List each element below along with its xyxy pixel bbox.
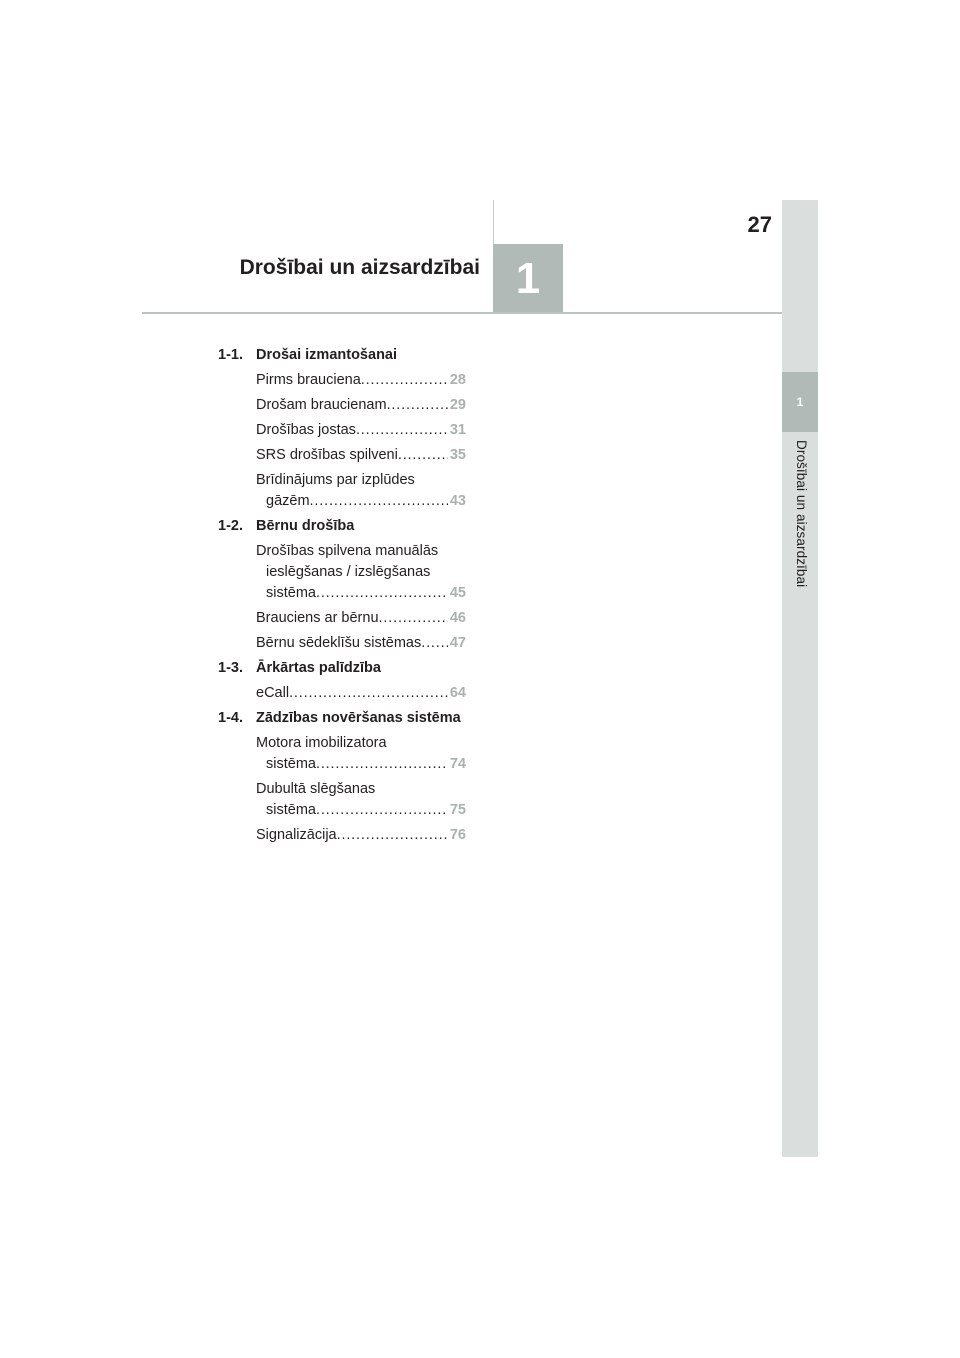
toc-entry-text: Dubultā slēgšanas [256,781,376,797]
toc-entry[interactable] [256,395,466,416]
table-of-contents [218,345,468,850]
header-rule [142,312,782,314]
toc-entry-text: Drošam braucienam [256,397,387,413]
toc-page-ref[interactable]: 31 [449,422,466,438]
toc-entry-text: ieslēgšanas / izslēgšanas [266,564,431,580]
toc-entry[interactable] [256,420,466,441]
toc-leader-dots [361,370,448,391]
toc-entry-text: Brīdinājums par izplūdes [256,472,415,488]
toc-page-ref[interactable]: 76 [449,827,466,843]
toc-entry-text: sistēma [266,585,316,601]
toc-entry[interactable] [256,633,466,654]
toc-entry-text: Motora imobilizatora [256,735,387,751]
toc-entry-text: Signalizācija [256,827,337,843]
chapter-number-box: 1 [493,244,563,313]
toc-leader-dots [289,683,448,704]
toc-page-ref[interactable]: 64 [449,685,466,701]
chapter-title: Drošībai un aizsardzībai [239,256,480,279]
toc-leader-dots [316,800,448,821]
toc-page-ref[interactable]: 28 [449,372,466,388]
toc-section-heading[interactable] [218,658,468,679]
page-number: 27 [747,212,772,237]
toc-section-title: Ārkārtas palīdzība [256,660,381,676]
toc-leader-dots [337,825,448,846]
toc-entry[interactable] [256,608,466,629]
toc-section-heading[interactable] [218,345,468,366]
toc-section-heading[interactable] [218,516,468,537]
toc-leader-dots [356,420,448,441]
toc-entry[interactable] [256,445,466,466]
toc-entry-text: Pirms brauciena [256,372,361,388]
side-thumb-strip [782,200,818,1157]
toc-entry-text: eCall [256,685,290,701]
header-divider [493,200,494,246]
toc-page-ref[interactable]: 45 [449,585,466,601]
toc-entry[interactable] [256,470,466,512]
toc-entry[interactable] [256,683,466,704]
toc-section-title: Drošai izmantošanai [256,347,398,363]
toc-entry-text: Drošības jostas [256,422,356,438]
toc-page-ref[interactable]: 47 [449,635,466,651]
toc-section-number: 1-1. [218,347,243,363]
toc-entry-text: gāzēm [266,493,310,509]
toc-leader-dots [387,395,448,416]
toc-page-ref[interactable]: 29 [449,397,466,413]
toc-page-ref[interactable]: 75 [449,802,466,818]
toc-entry-text: sistēma [266,756,316,772]
toc-section-number: 1-4. [218,710,243,726]
toc-entry[interactable] [256,825,466,846]
toc-section-title: Zādzības novēršanas sistēma [256,710,461,726]
toc-leader-dots [379,608,448,629]
side-chapter-label: Drošībai un aizsardzībai [794,440,809,588]
toc-entry-text: Bērnu sēdeklīšu sistēmas [256,635,422,651]
toc-leader-dots [398,445,448,466]
toc-leader-dots [310,491,448,512]
toc-leader-dots [316,754,448,775]
toc-entry[interactable] [256,779,466,821]
toc-entry-text: SRS drošības spilveni [256,447,398,463]
toc-section-number: 1-2. [218,518,243,534]
toc-entry[interactable] [256,370,466,391]
toc-page-ref[interactable]: 43 [449,493,466,509]
toc-leader-dots [421,633,448,654]
toc-section-heading[interactable] [218,708,468,729]
toc-section-number: 1-3. [218,660,243,676]
toc-entry-text: sistēma [266,802,316,818]
toc-leader-dots [316,583,448,604]
toc-entry-text: Brauciens ar bērnu [256,610,379,626]
toc-entry-text: Drošības spilvena manuālās [256,543,439,559]
toc-page-ref[interactable]: 74 [449,756,466,772]
side-chapter-tab[interactable]: 1 [782,372,818,432]
toc-entry[interactable] [256,541,466,604]
toc-entry[interactable] [256,733,466,775]
toc-page-ref[interactable]: 46 [449,610,466,626]
toc-section-title: Bērnu drošība [256,518,355,534]
toc-page-ref[interactable]: 35 [449,447,466,463]
